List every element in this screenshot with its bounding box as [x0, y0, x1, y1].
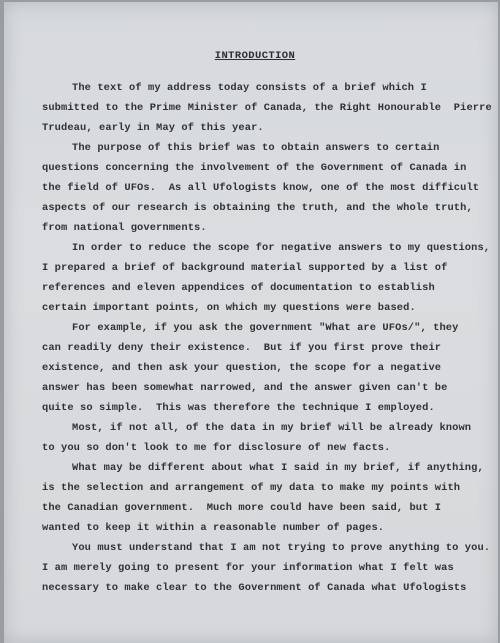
text-line: The purpose of this brief was to obtain answers to certain: [72, 142, 440, 154]
text-line: In order to reduce the scope for negative answers to my questions,: [72, 242, 491, 254]
text-line: I am merely going to present for your information what I felt was: [42, 562, 454, 574]
text-line: submitted to the Prime Minister of Canada, the Right Honourable Pierre: [42, 102, 492, 114]
text-line: references and eleven appendices of documentation to establish: [42, 282, 435, 294]
paragraph-4: [42, 318, 472, 418]
text-line: answer has been somewhat narrowed, and the answer given can't be: [42, 382, 448, 394]
text-line: aspects of our research is obtaining the truth, and the whole truth,: [42, 202, 473, 214]
text-line: For example, if you ask the government "What are UFOs/", they: [72, 322, 459, 334]
text-line: You must understand that I am not trying to prove anything to you.: [72, 542, 491, 554]
text-line: Trudeau, early in May of this year.: [42, 122, 264, 134]
document-page: [4, 2, 498, 643]
paragraph-6: [42, 458, 484, 538]
text-line: quite so simple. This was therefore the technique I employed.: [42, 402, 435, 414]
text-line: is the selection and arrangement of my data to make my points with: [42, 482, 461, 494]
paragraph-7: [42, 538, 491, 598]
text-line: Most, if not all, of the data in my brief will be already known: [72, 422, 472, 434]
text-line: questions concerning the involvement of the Government of Canada in: [42, 162, 467, 174]
text-line: The text of my address today consists of a brief which I: [72, 82, 427, 94]
text-line: necessary to make clear to the Government of Canada what Ufologists: [42, 582, 467, 594]
text-line: existence, and then ask your question, the scope for a negative: [42, 362, 442, 374]
text-line: can readily deny their existence. But if you first prove their: [42, 342, 442, 354]
text-line: the Canadian government. Much more could have been said, but I: [42, 502, 442, 514]
paragraph-2: [42, 138, 480, 238]
text-line: What may be different about what I said in my brief, if anything,: [72, 462, 484, 474]
text-line: to you so don't look to me for disclosure of new facts.: [42, 442, 391, 454]
text-line: certain important points, on which my questions were based.: [42, 302, 416, 314]
text-line: the field of UFOs. As all Ufologists know, one of the most difficult: [42, 182, 480, 194]
paragraph-1: [42, 78, 492, 138]
paragraph-5: [42, 418, 472, 458]
paragraph-3: [42, 238, 491, 318]
text-line: wanted to keep it within a reasonable number of pages.: [42, 522, 385, 534]
document-body: [42, 78, 492, 598]
text-line: I prepared a brief of background material supported by a list of: [42, 262, 448, 274]
page-heading: INTRODUCTION: [214, 50, 296, 62]
text-line: from national governments.: [42, 222, 207, 234]
